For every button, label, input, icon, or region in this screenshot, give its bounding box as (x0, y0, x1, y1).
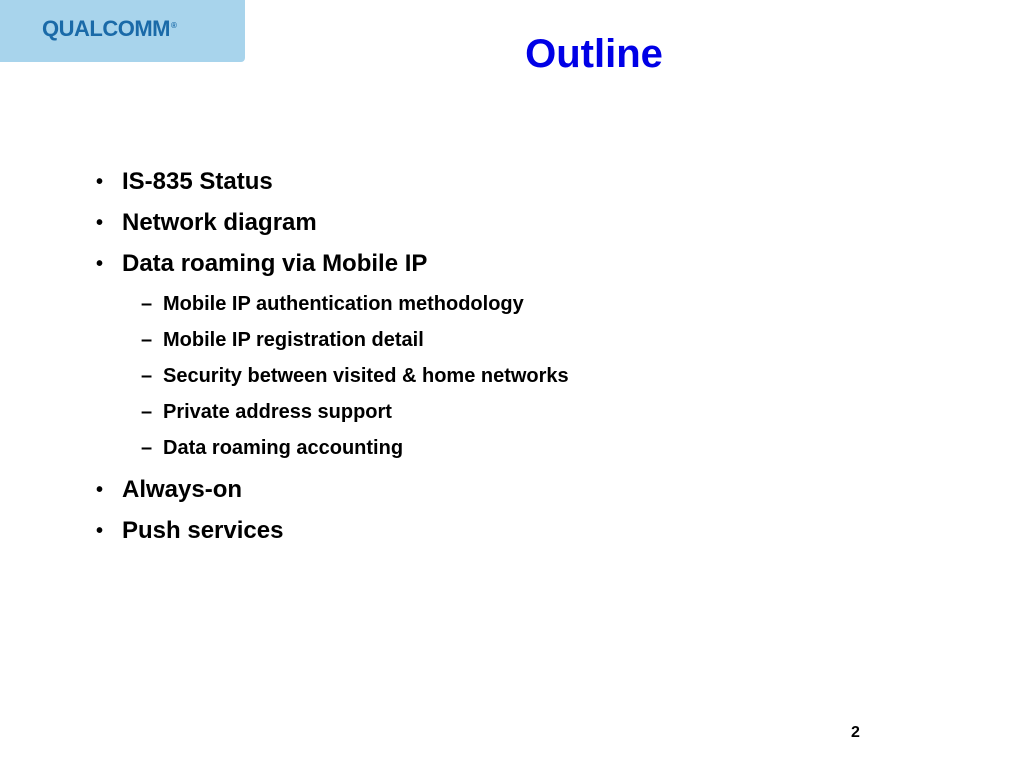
bullet-text: Data roaming via Mobile IP (122, 250, 428, 277)
dash-marker: – (141, 329, 153, 351)
bullet-text: IS-835 Status (122, 168, 273, 195)
slide-title: Outline (525, 32, 663, 76)
dash-marker: – (141, 401, 153, 423)
page-number: 2 (851, 724, 860, 741)
dash-marker: – (141, 365, 153, 387)
sub-bullet-text: Mobile IP authentication methodology (163, 293, 524, 315)
bullet-marker: • (96, 212, 104, 234)
sub-bullet-item (96, 396, 569, 432)
bullet-item (96, 206, 569, 247)
bullet-item (96, 473, 569, 514)
sub-bullet-item (96, 324, 569, 360)
bullet-item (96, 514, 569, 555)
bullet-item (96, 165, 569, 206)
logo-banner (0, 0, 245, 62)
bullet-marker: • (96, 253, 104, 275)
outline-list (96, 165, 569, 555)
sub-bullet-text: Mobile IP registration detail (163, 329, 424, 351)
qualcomm-logo (42, 16, 176, 42)
sub-bullet-item (96, 432, 569, 473)
sub-bullet-text: Security between visited & home networks (163, 365, 569, 387)
bullet-marker: • (96, 479, 104, 501)
bullet-marker: • (96, 171, 104, 193)
sub-bullet-item (96, 288, 569, 324)
dash-marker: – (141, 293, 153, 315)
sub-bullet-item (96, 360, 569, 396)
bullet-text: Network diagram (122, 209, 317, 236)
registered-mark: ® (170, 20, 177, 30)
bullet-text: Always-on (122, 476, 243, 503)
dash-marker: – (141, 437, 153, 459)
bullet-text: Push services (122, 517, 284, 544)
sub-bullet-text: Data roaming accounting (163, 437, 404, 459)
bullet-marker: • (96, 520, 104, 542)
bullet-item (96, 247, 569, 288)
sub-bullet-text: Private address support (163, 401, 392, 423)
logo-text: QUALCOMM (42, 16, 170, 41)
